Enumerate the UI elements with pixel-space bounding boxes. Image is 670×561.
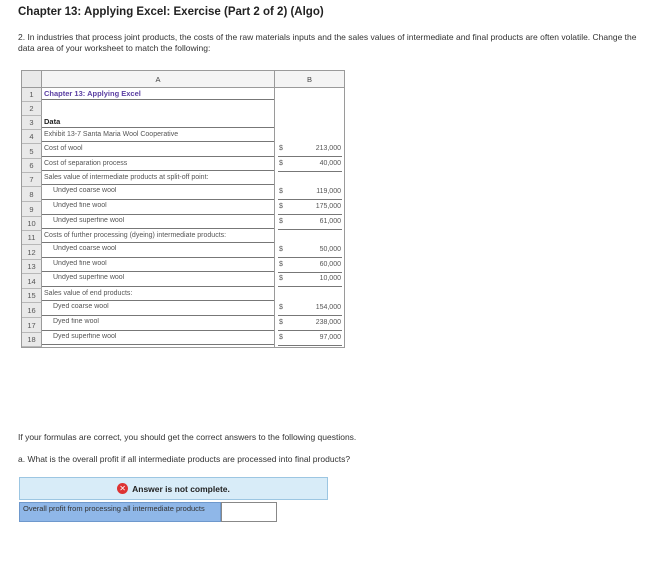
question-text: a. What is the overall profit if all intermediate products are processed into final products? bbox=[18, 454, 351, 464]
row-number[interactable]: 16 bbox=[22, 303, 42, 318]
sheet-row bbox=[22, 231, 344, 245]
currency-symbol: $ bbox=[279, 188, 283, 195]
cell-a[interactable] bbox=[42, 187, 275, 202]
cell-b[interactable] bbox=[275, 217, 344, 231]
cell-a-text: Dyed coarse wool bbox=[53, 303, 109, 310]
cell-a-underline bbox=[42, 127, 274, 128]
cell-a[interactable] bbox=[42, 245, 275, 260]
cell-a-text: Undyed superfine wool bbox=[53, 217, 125, 224]
cell-a-underline bbox=[42, 344, 274, 345]
value-box bbox=[278, 202, 342, 215]
cell-b[interactable] bbox=[275, 116, 344, 130]
row-number[interactable]: 8 bbox=[22, 187, 42, 202]
cell-a-underline bbox=[42, 271, 274, 272]
cell-a-underline bbox=[42, 257, 274, 258]
sheet-row bbox=[22, 333, 344, 347]
answer-status-banner bbox=[19, 477, 328, 500]
cell-a-underline bbox=[42, 99, 274, 100]
sheet-row bbox=[22, 88, 344, 102]
cell-value: 154,000 bbox=[315, 304, 341, 311]
worksheet-grid bbox=[21, 70, 345, 348]
cell-b[interactable] bbox=[275, 187, 344, 202]
cell-value: 40,000 bbox=[319, 160, 341, 167]
cell-a-text: Dyed superfine wool bbox=[53, 333, 117, 340]
cell-a[interactable] bbox=[42, 144, 275, 159]
currency-symbol: $ bbox=[279, 275, 283, 282]
sheet-row bbox=[22, 187, 344, 202]
value-box bbox=[278, 274, 342, 287]
column-header-b[interactable]: B bbox=[275, 71, 344, 88]
cell-value: 61,000 bbox=[319, 218, 341, 225]
value-box bbox=[278, 318, 342, 331]
cell-b[interactable] bbox=[275, 159, 344, 173]
answer-status-text: Answer is not complete. bbox=[132, 483, 230, 494]
column-header-row bbox=[22, 71, 344, 88]
cell-a[interactable] bbox=[42, 159, 275, 173]
currency-symbol: $ bbox=[279, 145, 283, 152]
cell-a-text: Costs of further processing (dyeing) intermediate products: bbox=[44, 232, 227, 239]
cell-b[interactable] bbox=[275, 231, 344, 245]
row-number[interactable]: 11 bbox=[22, 231, 42, 245]
cell-a-underline bbox=[42, 286, 274, 287]
cell-b[interactable] bbox=[275, 88, 344, 102]
cell-b[interactable] bbox=[275, 102, 344, 116]
value-box bbox=[278, 303, 342, 316]
answer-label: Overall profit from processing all intermediate products bbox=[19, 502, 221, 522]
cell-a-text: Sales value of end products: bbox=[44, 290, 133, 297]
cell-a-text: Cost of separation process bbox=[44, 160, 128, 167]
currency-symbol: $ bbox=[279, 246, 283, 253]
cell-a-text: Dyed fine wool bbox=[53, 318, 99, 325]
sheet-row bbox=[22, 274, 344, 289]
hint-text: If your formulas are correct, you should get the correct answers to the following questions. bbox=[18, 432, 357, 442]
currency-symbol: $ bbox=[279, 304, 283, 311]
cell-b[interactable] bbox=[275, 173, 344, 187]
cell-a[interactable] bbox=[42, 289, 275, 303]
cell-a-text: Data bbox=[44, 117, 61, 126]
cell-b[interactable] bbox=[275, 274, 344, 289]
row-number[interactable]: 7 bbox=[22, 173, 42, 187]
currency-symbol: $ bbox=[279, 218, 283, 225]
cell-b[interactable] bbox=[275, 202, 344, 217]
cell-a-text: Cost of wool bbox=[44, 145, 83, 152]
sheet-row bbox=[22, 173, 344, 187]
cell-a[interactable] bbox=[42, 116, 275, 130]
cell-b[interactable] bbox=[275, 303, 344, 318]
cell-value: 213,000 bbox=[315, 145, 341, 152]
cell-a-underline bbox=[42, 228, 274, 229]
cell-a-text: Exhibit 13-7 Santa Maria Wool Cooperative bbox=[44, 131, 179, 138]
row-number[interactable]: 10 bbox=[22, 217, 42, 231]
cell-value: 175,000 bbox=[315, 203, 341, 210]
page-title: Chapter 13: Applying Excel: Exercise (Part 2 of 2) (Algo) bbox=[18, 6, 324, 18]
cell-a-underline bbox=[42, 184, 274, 185]
row-number[interactable]: 18 bbox=[22, 333, 42, 347]
cell-a-text: Undyed fine wool bbox=[53, 202, 107, 209]
sheet-row bbox=[22, 159, 344, 173]
cell-a[interactable] bbox=[42, 318, 275, 333]
cell-a[interactable] bbox=[42, 88, 275, 102]
cell-a-underline bbox=[42, 330, 274, 331]
cell-value: 119,000 bbox=[316, 188, 341, 195]
sheet-row bbox=[22, 144, 344, 159]
row-number[interactable]: 17 bbox=[22, 318, 42, 333]
sheet-row bbox=[22, 202, 344, 217]
x-circle-icon: ✕ bbox=[117, 483, 128, 494]
cell-a[interactable] bbox=[42, 130, 275, 144]
cell-a-text: Undyed coarse wool bbox=[53, 245, 117, 252]
cell-a[interactable] bbox=[42, 303, 275, 318]
value-box bbox=[278, 144, 342, 157]
cell-a-underline bbox=[42, 242, 274, 243]
cell-a-underline bbox=[42, 214, 274, 215]
cell-a-text: Undyed coarse wool bbox=[53, 187, 117, 194]
cell-a-text: Sales value of intermediate products at split-off point: bbox=[44, 174, 209, 181]
sheet-row bbox=[22, 130, 344, 144]
row-number[interactable]: 13 bbox=[22, 260, 42, 274]
currency-symbol: $ bbox=[279, 261, 283, 268]
cell-a[interactable] bbox=[42, 217, 275, 231]
currency-symbol: $ bbox=[279, 334, 283, 341]
value-box bbox=[278, 217, 342, 230]
row-number[interactable]: 6 bbox=[22, 159, 42, 173]
row-number[interactable]: 1 bbox=[22, 88, 42, 102]
sheet-row bbox=[22, 217, 344, 231]
cell-a[interactable] bbox=[42, 173, 275, 187]
cell-b[interactable] bbox=[275, 333, 344, 347]
sheet-row bbox=[22, 245, 344, 260]
row-number[interactable]: 2 bbox=[22, 102, 42, 116]
row-number[interactable]: 3 bbox=[22, 116, 42, 130]
row-number[interactable]: 5 bbox=[22, 144, 42, 159]
instructions-text: 2. In industries that process joint products, the costs of the raw materials inputs and the sales values of intermediate and final products are often volatile. Change the data area of your worksheet to match the following: bbox=[18, 32, 637, 53]
cell-a-underline bbox=[42, 199, 274, 200]
row-number[interactable]: 15 bbox=[22, 289, 42, 303]
cell-a-underline bbox=[42, 170, 274, 171]
value-box bbox=[278, 260, 342, 273]
cell-b[interactable] bbox=[275, 289, 344, 303]
cell-a-underline bbox=[42, 300, 274, 301]
cell-a[interactable] bbox=[42, 202, 275, 217]
cell-value: 60,000 bbox=[319, 261, 341, 268]
corner-cell bbox=[22, 71, 42, 88]
cell-a[interactable] bbox=[42, 102, 275, 116]
sheet-row bbox=[22, 289, 344, 303]
cell-b[interactable] bbox=[275, 318, 344, 333]
value-box bbox=[278, 245, 342, 258]
sheet-row bbox=[22, 102, 344, 116]
cell-a-text: Undyed fine wool bbox=[53, 260, 107, 267]
row-number[interactable]: 9 bbox=[22, 202, 42, 217]
row-number[interactable]: 12 bbox=[22, 245, 42, 260]
row-number[interactable]: 14 bbox=[22, 274, 42, 289]
sheet-row bbox=[22, 260, 344, 274]
sheet-row bbox=[22, 318, 344, 333]
value-box bbox=[278, 159, 342, 172]
cell-value: 238,000 bbox=[315, 319, 341, 326]
currency-symbol: $ bbox=[279, 319, 283, 326]
cell-a-underline bbox=[42, 156, 274, 157]
cell-a-underline bbox=[42, 315, 274, 316]
sheet-row bbox=[22, 116, 344, 130]
cell-b[interactable] bbox=[275, 245, 344, 260]
currency-symbol: $ bbox=[279, 203, 283, 210]
cell-a[interactable] bbox=[42, 231, 275, 245]
cell-a[interactable] bbox=[42, 333, 275, 347]
cell-value: 50,000 bbox=[319, 246, 341, 253]
cell-b[interactable] bbox=[275, 130, 344, 144]
column-header-a[interactable]: A bbox=[42, 71, 275, 88]
cell-a-text: Undyed superfine wool bbox=[53, 274, 125, 281]
value-box bbox=[278, 333, 342, 346]
value-box bbox=[278, 187, 342, 200]
sheet-row bbox=[22, 303, 344, 318]
cell-a-underline bbox=[42, 141, 274, 142]
cell-a[interactable] bbox=[42, 274, 275, 289]
currency-symbol: $ bbox=[279, 160, 283, 167]
answer-input[interactable] bbox=[221, 502, 277, 522]
cell-value: 10,000 bbox=[319, 275, 341, 282]
cell-a-text: Chapter 13: Applying Excel bbox=[44, 89, 141, 98]
cell-b[interactable] bbox=[275, 260, 344, 274]
cell-value: 97,000 bbox=[319, 334, 341, 341]
cell-b[interactable] bbox=[275, 144, 344, 159]
row-number[interactable]: 4 bbox=[22, 130, 42, 144]
cell-a[interactable] bbox=[42, 260, 275, 274]
